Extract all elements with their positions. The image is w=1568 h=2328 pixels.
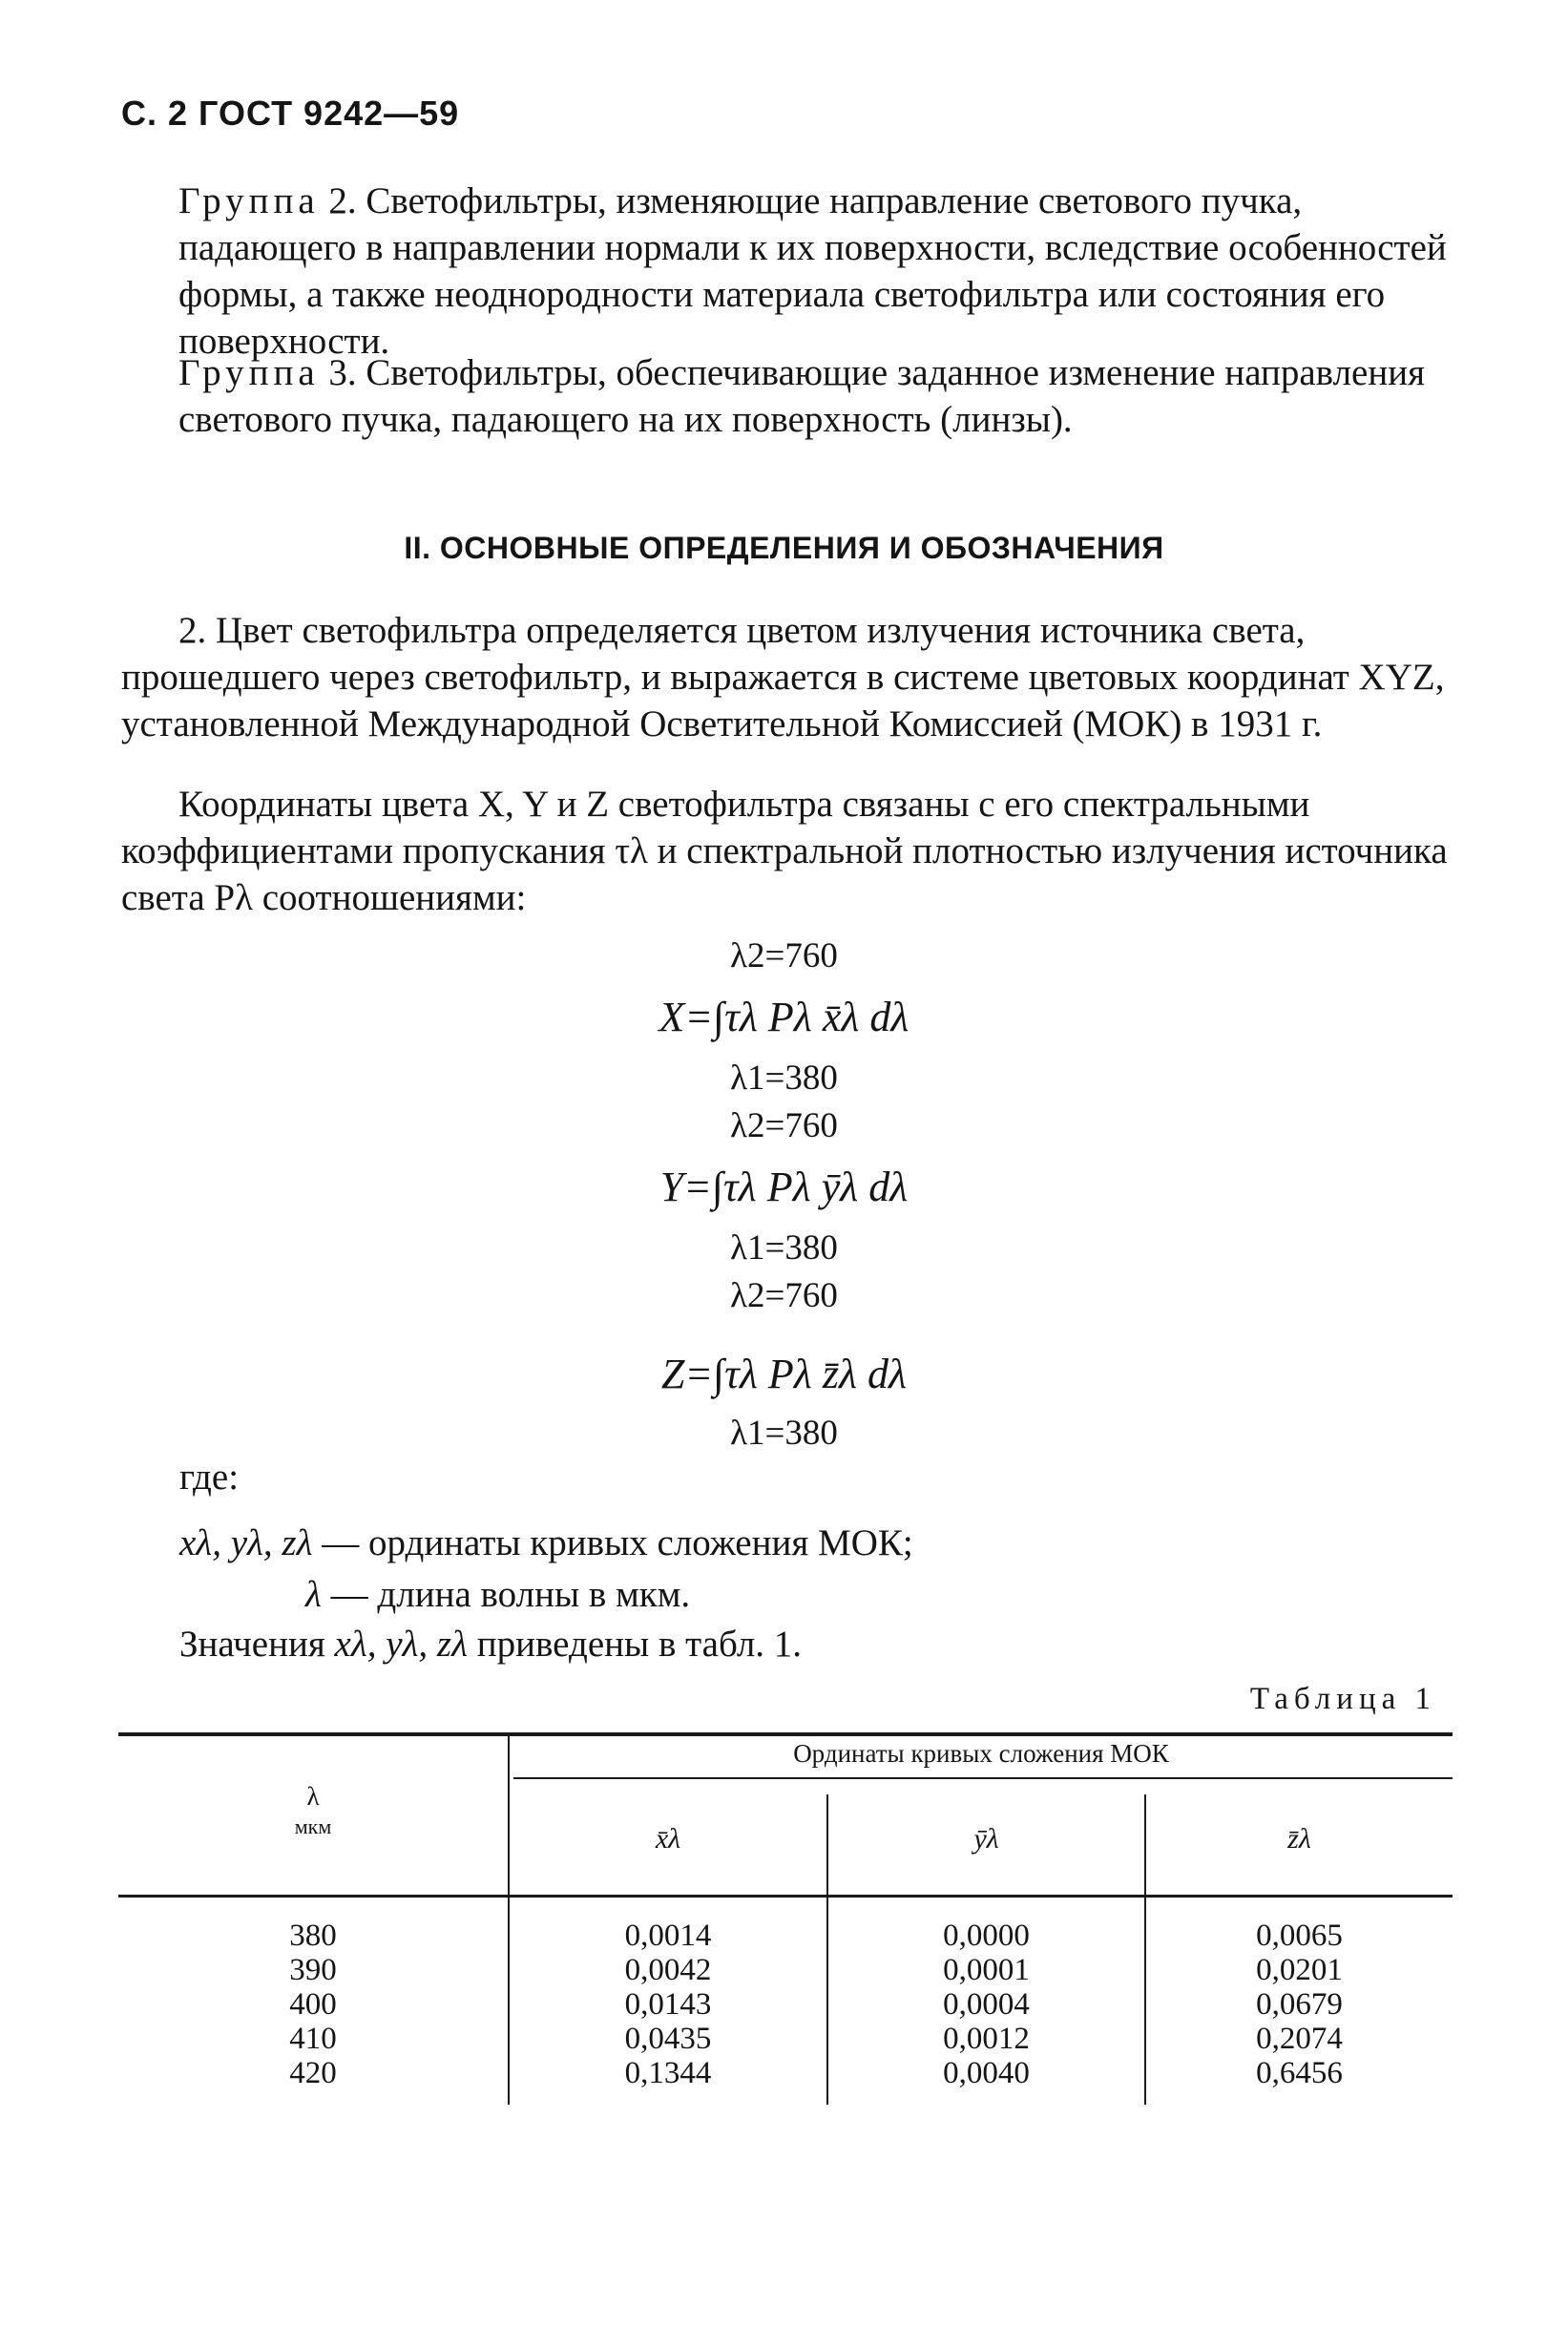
table-cell-y: 0,0001 — [943, 1953, 1030, 1987]
table-cell-z: 0,6456 — [1256, 2056, 1343, 2090]
definition-ordinates — [179, 1521, 913, 1564]
table-cell-z: 0,2074 — [1256, 2022, 1343, 2056]
table-caption: Таблица 1 — [1249, 1682, 1436, 1716]
table-cell-z: 0,0065 — [1256, 1919, 1343, 1953]
formula-y: Y=∫τλ Pλ ȳλ dλ — [659, 1164, 909, 1210]
values-pre: Значения — [179, 1624, 325, 1665]
group3-paragraph — [178, 349, 1462, 443]
table-cell-x: 0,0143 — [624, 1987, 712, 2022]
table-top-rule — [118, 1732, 1453, 1736]
formula-z-upper-limit: λ2=760 — [730, 1276, 838, 1315]
definition-symbols: xλ, yλ, zλ — [179, 1522, 313, 1563]
table-cell-lambda: 380 — [289, 1919, 337, 1953]
paragraph-3: Координаты цвета X, Y и Z светофильтра связаны с его спектральными коэффициентами пропускания τλ и спектральной плотностью излучения источника света Pλ соотношениями: — [121, 784, 1448, 918]
group2-paragraph — [178, 178, 1462, 365]
sub-header-x: x̄λ — [655, 1823, 681, 1855]
table-cell-lambda: 390 — [289, 1953, 337, 1987]
group-header: Ординаты кривых сложения МОК — [793, 1739, 1169, 1768]
table-cell-y: 0,0012 — [943, 2022, 1030, 2056]
table-cell-z: 0,0679 — [1256, 1987, 1343, 2022]
table-cell-lambda: 420 — [289, 2056, 337, 2090]
group2-text: 2. Светофильтры, изменяющие направление светового пучка, падающего в направлении нормали к их поверхности, вследствие особенностей формы, а также неоднородности материала светофильтра или состояния его поверхности. — [178, 180, 1447, 362]
col-header-lambda-unit: мкм — [294, 1814, 332, 1838]
sub-header-y: ȳλ — [973, 1823, 999, 1855]
formula-z-lower-limit: λ1=380 — [730, 1414, 838, 1453]
where-label: где: — [179, 1457, 240, 1498]
definition-ordinates-text: — ординаты кривых сложения МОК; — [322, 1522, 913, 1563]
formula-x-lower-limit: λ1=380 — [730, 1059, 838, 1098]
formula-x-upper-limit: λ2=760 — [730, 936, 838, 975]
definition-wavelength — [305, 1573, 690, 1616]
formula-x: X=∫τλ Pλ x̄λ dλ — [659, 994, 909, 1040]
values-post: приведены в табл. 1. — [476, 1624, 803, 1665]
lambda-symbol: λ — [305, 1574, 322, 1615]
table-cell-y: 0,0000 — [943, 1919, 1030, 1953]
table-cell-y: 0,0004 — [943, 1987, 1030, 2022]
table-cell-x: 0,0435 — [624, 2022, 712, 2056]
values-reference — [179, 1623, 802, 1666]
table-cell-x: 0,1344 — [624, 2056, 712, 2090]
table-header-rule — [118, 1895, 1453, 1898]
table-cell-x: 0,0014 — [624, 1919, 712, 1953]
page-header: С. 2 ГОСТ 9242—59 — [121, 94, 460, 133]
group2-label: Группа — [178, 180, 320, 221]
group3-text: 3. Светофильтры, обеспечивающие заданное изменение направления светового пучка, падающего на их поверхность (линзы). — [178, 352, 1426, 440]
paragraph-2: 2. Цвет светофильтра определяется цветом излучения источника света, прошедшего через светофильтр, и выражается в системе цветовых координат XYZ, установленной Международной Осветительной Комиссией (МОК) в 1931 г. — [121, 610, 1445, 745]
section-title: II. ОСНОВНЫЕ ОПРЕДЕЛЕНИЯ И ОБОЗНАЧЕНИЯ — [404, 531, 1164, 565]
col-header-lambda — [118, 1781, 508, 1842]
table-cell-lambda: 410 — [289, 2022, 337, 2056]
col-header-lambda-symbol: λ — [306, 1782, 320, 1811]
group3-label: Группа — [178, 352, 320, 393]
table-group-rule — [513, 1777, 1453, 1779]
sub-header-z: z̄λ — [1287, 1823, 1311, 1855]
formula-z: Z=∫τλ Pλ z̄λ dλ — [660, 1351, 908, 1397]
table-cell-z: 0,0201 — [1256, 1953, 1343, 1987]
table-cell-lambda: 400 — [289, 1987, 337, 2022]
formula-y-upper-limit: λ2=760 — [730, 1106, 838, 1145]
values-symbols: xλ, yλ, zλ — [334, 1624, 468, 1665]
table-cell-x: 0,0042 — [624, 1953, 712, 1987]
table-cell-y: 0,0040 — [943, 2056, 1030, 2090]
definition-wavelength-text: — длина волны в мкм. — [330, 1574, 691, 1615]
formula-y-lower-limit: λ1=380 — [730, 1228, 838, 1268]
